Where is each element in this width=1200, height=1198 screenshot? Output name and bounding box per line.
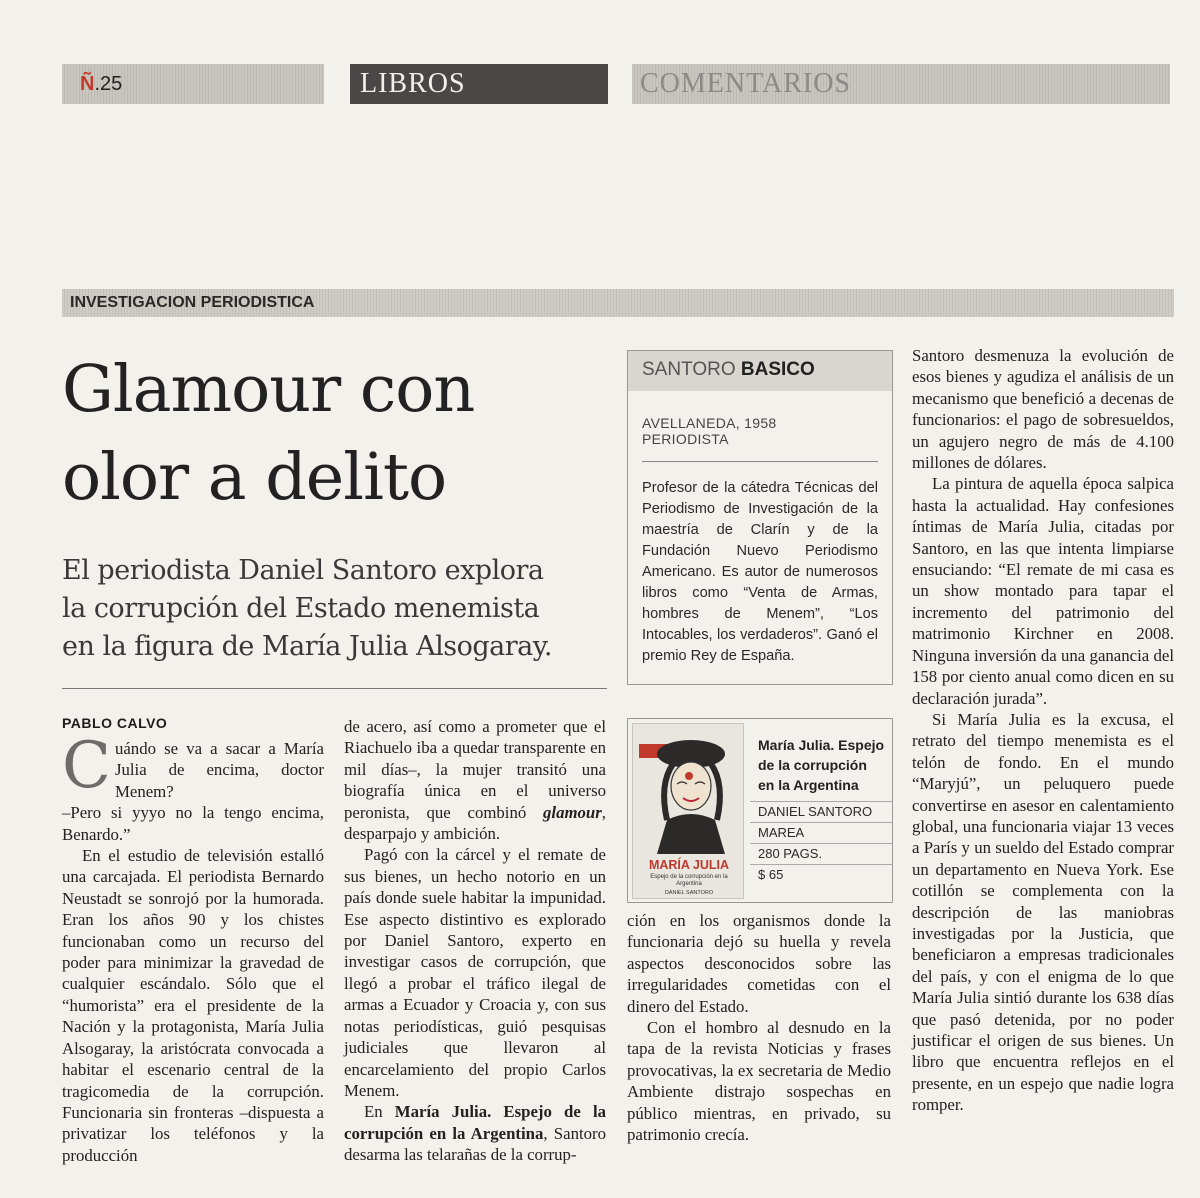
deck-line-3: en la figura de María Julia Alsogaray. <box>62 631 553 662</box>
section-title-libros: LIBROS <box>360 68 466 99</box>
page-number-bar <box>62 64 324 104</box>
deck-divider <box>62 688 607 689</box>
section-title-comentarios: COMENTARIOS <box>640 68 851 99</box>
book-title-inline: María Julia. Espejo de la corrupción en la Argentina <box>344 1102 606 1143</box>
bio-title-light: SANTORO <box>642 359 741 380</box>
article-paragraph: La pintura de aquella época salpica hasta la actualidad. Hay confesiones íntimas de María Julia, citadas por Santoro, en las que intenta limpiarse ensuciando: “El remate de mi casa es un show montado para tapar el incremento del patrimonio del matrimonio Kirchner en 2008. Ninguna inversión da una ganancia del 158 por ciento anual como dicen en su declaración jurada”. <box>912 474 1174 708</box>
book-cover-image <box>632 723 744 899</box>
article-paragraph: ción en los organismos donde la funcionaria dejó su huella y revela aspectos desconocidos sobre las irregularidades cometidas con el dinero del Estado. <box>627 911 891 1016</box>
deck-line-1: El periodista Daniel Santoro explora <box>62 555 544 586</box>
cover-subtitle: Espejo de la corrupción en la Argentina <box>650 874 728 887</box>
article-paragraph <box>344 716 606 844</box>
bio-title-bold: BASICO <box>740 359 815 380</box>
deck-line-2: la corrupción del Estado menemista <box>62 593 540 624</box>
article-column-3 <box>627 910 891 1145</box>
paragraph-italic: glamour <box>543 802 602 822</box>
kicker-label: INVESTIGACION PERIODISTICA <box>70 294 315 311</box>
article-paragraph: Con el hombro al desnudo en la tapa de la revista Noticias y frases provocativas, la ex secretaria de Medio Ambiente distrajo sospechas en público mientras, en privado, su patrimonio crecía. <box>627 1018 891 1145</box>
book-publisher: MAREA <box>750 823 892 844</box>
bio-text: Profesor de la cátedra Técnicas del Periodismo de Investigación de la maestría de Clarín y de la Fundación Nuevo Periodismo Americano. Es autor de numerosos libros como “Venta de Armas, hombres de Menem”, “Los Intocables, los verdaderos”. Ganó el premio Rey de España. <box>642 480 878 664</box>
bio-meta <box>642 415 878 447</box>
deck <box>62 552 607 666</box>
book-info <box>750 719 892 886</box>
paragraph-text: En <box>364 1102 395 1122</box>
kicker-bar <box>62 289 1174 317</box>
article-column-4 <box>912 345 1174 1116</box>
article-paragraph: –Pero si yyyo no la tengo encima, Benardo.” <box>62 803 324 844</box>
bio-birth: AVELLANEDA, 1958 <box>642 415 777 431</box>
paragraph-text: de acero, así como a prometer que el Riachuelo iba a quedar transparente en mil días–, la mujer transitó una biografía única en el universo peronista, que combinó <box>344 717 606 822</box>
headline-line-2: olor a delito <box>62 440 447 515</box>
page-number-value: .25 <box>94 73 123 95</box>
drop-cap: C <box>62 729 111 803</box>
book-box <box>627 718 893 903</box>
article-column-2 <box>344 716 606 1166</box>
bio-divider <box>642 461 878 462</box>
article-column-1 <box>62 729 324 1166</box>
cover-title: MARÍA JULIA <box>648 858 730 872</box>
byline: PABLO CALVO <box>62 715 168 731</box>
bio-profession: PERIODISTA <box>642 431 729 447</box>
headline-line-1: Glamour con <box>62 352 475 427</box>
book-author: DANIEL SANTORO <box>750 802 892 823</box>
paragraph-text: uándo se va a sacar a María Julia de encima, doctor Menem? <box>114 739 324 801</box>
book-title: María Julia. Espejo de la corrupción en la Argentina <box>750 719 892 802</box>
section-bar-comentarios <box>632 64 1170 104</box>
headline <box>62 346 607 522</box>
book-pages: 280 PAGS. <box>750 844 892 865</box>
bio-box-title <box>628 351 892 391</box>
section-bar-libros <box>350 64 608 104</box>
article-paragraph <box>62 729 324 803</box>
article-paragraph: Santoro desmenuza la evolución de esos bienes y agudiza el análisis de un mecanismo que benefició a decenas de funcionarios: el pago de sobresueldos, un agujero negro de más de 4.100 millones de dólares. <box>912 346 1174 473</box>
article-paragraph: Pagó con la cárcel y el remate de sus bienes, un hecho notorio en un país donde suele habitar la impunidad. Ese aspecto distintivo es explorado por Daniel Santoro, experto en investigar casos de corrupción, que llegó a probar el tráfico ilegal de armas a Ecuador y Croacia y, con sus notas periodísticas, guió pesquisas judiciales que llevaron al encarcelamiento del propio Carlos Menem. <box>344 845 606 1100</box>
article-paragraph: En el estudio de televisión estalló una carcajada. El periodista Bernardo Neustadt se sonrojó por la humorada. Eran los años 90 y los chistes funcionaban como un recurso del poder para minimizar la gravedad de cualquier escándalo. Sólo que el “humorista” era el presidente de la Nación y la protagonista, María Julia Alsogaray, la aristócrata convocada a habitar el escenario central de la tragicomedia de la corrupción. Funcionaria sin fronteras –dispuesta a privatizar los teléfonos y la producción <box>62 846 324 1165</box>
bio-box <box>627 350 893 685</box>
page-number <box>80 73 122 96</box>
article-paragraph <box>344 1101 606 1165</box>
page-prefix: Ñ <box>80 73 95 95</box>
cover-author: DANIEL SANTORO <box>664 890 714 896</box>
paragraph-text: , desparpajo y ambición. <box>344 802 606 844</box>
book-price: $ 65 <box>758 867 784 882</box>
cover-illustration <box>633 724 744 899</box>
article-paragraph: Si María Julia es la excusa, el retrato del tiempo menemista es el telón de fondo. En el mundo “Maryjú”, un peluquero puede convertirse en asesor en calentamiento global, una funcionaria viajar 13 veces a París y un sueldo del Estado comprar un departamento en Nueva York. Ese cotillón se complementa con la descripción de las maniobras investigadas por la Justicia, que beneficiaron a empresas tradicionales del país, y con el enigma de lo que María Julia sintió durante los 638 días que pasó detenida, por no poder justificar el origen de sus bienes. Un libro que encuentra reflejos en el presente, en un espejo que nadie logra romper. <box>912 709 1174 1115</box>
paragraph-text: , Santoro desarma las telarañas de la corrup- <box>344 1123 606 1165</box>
